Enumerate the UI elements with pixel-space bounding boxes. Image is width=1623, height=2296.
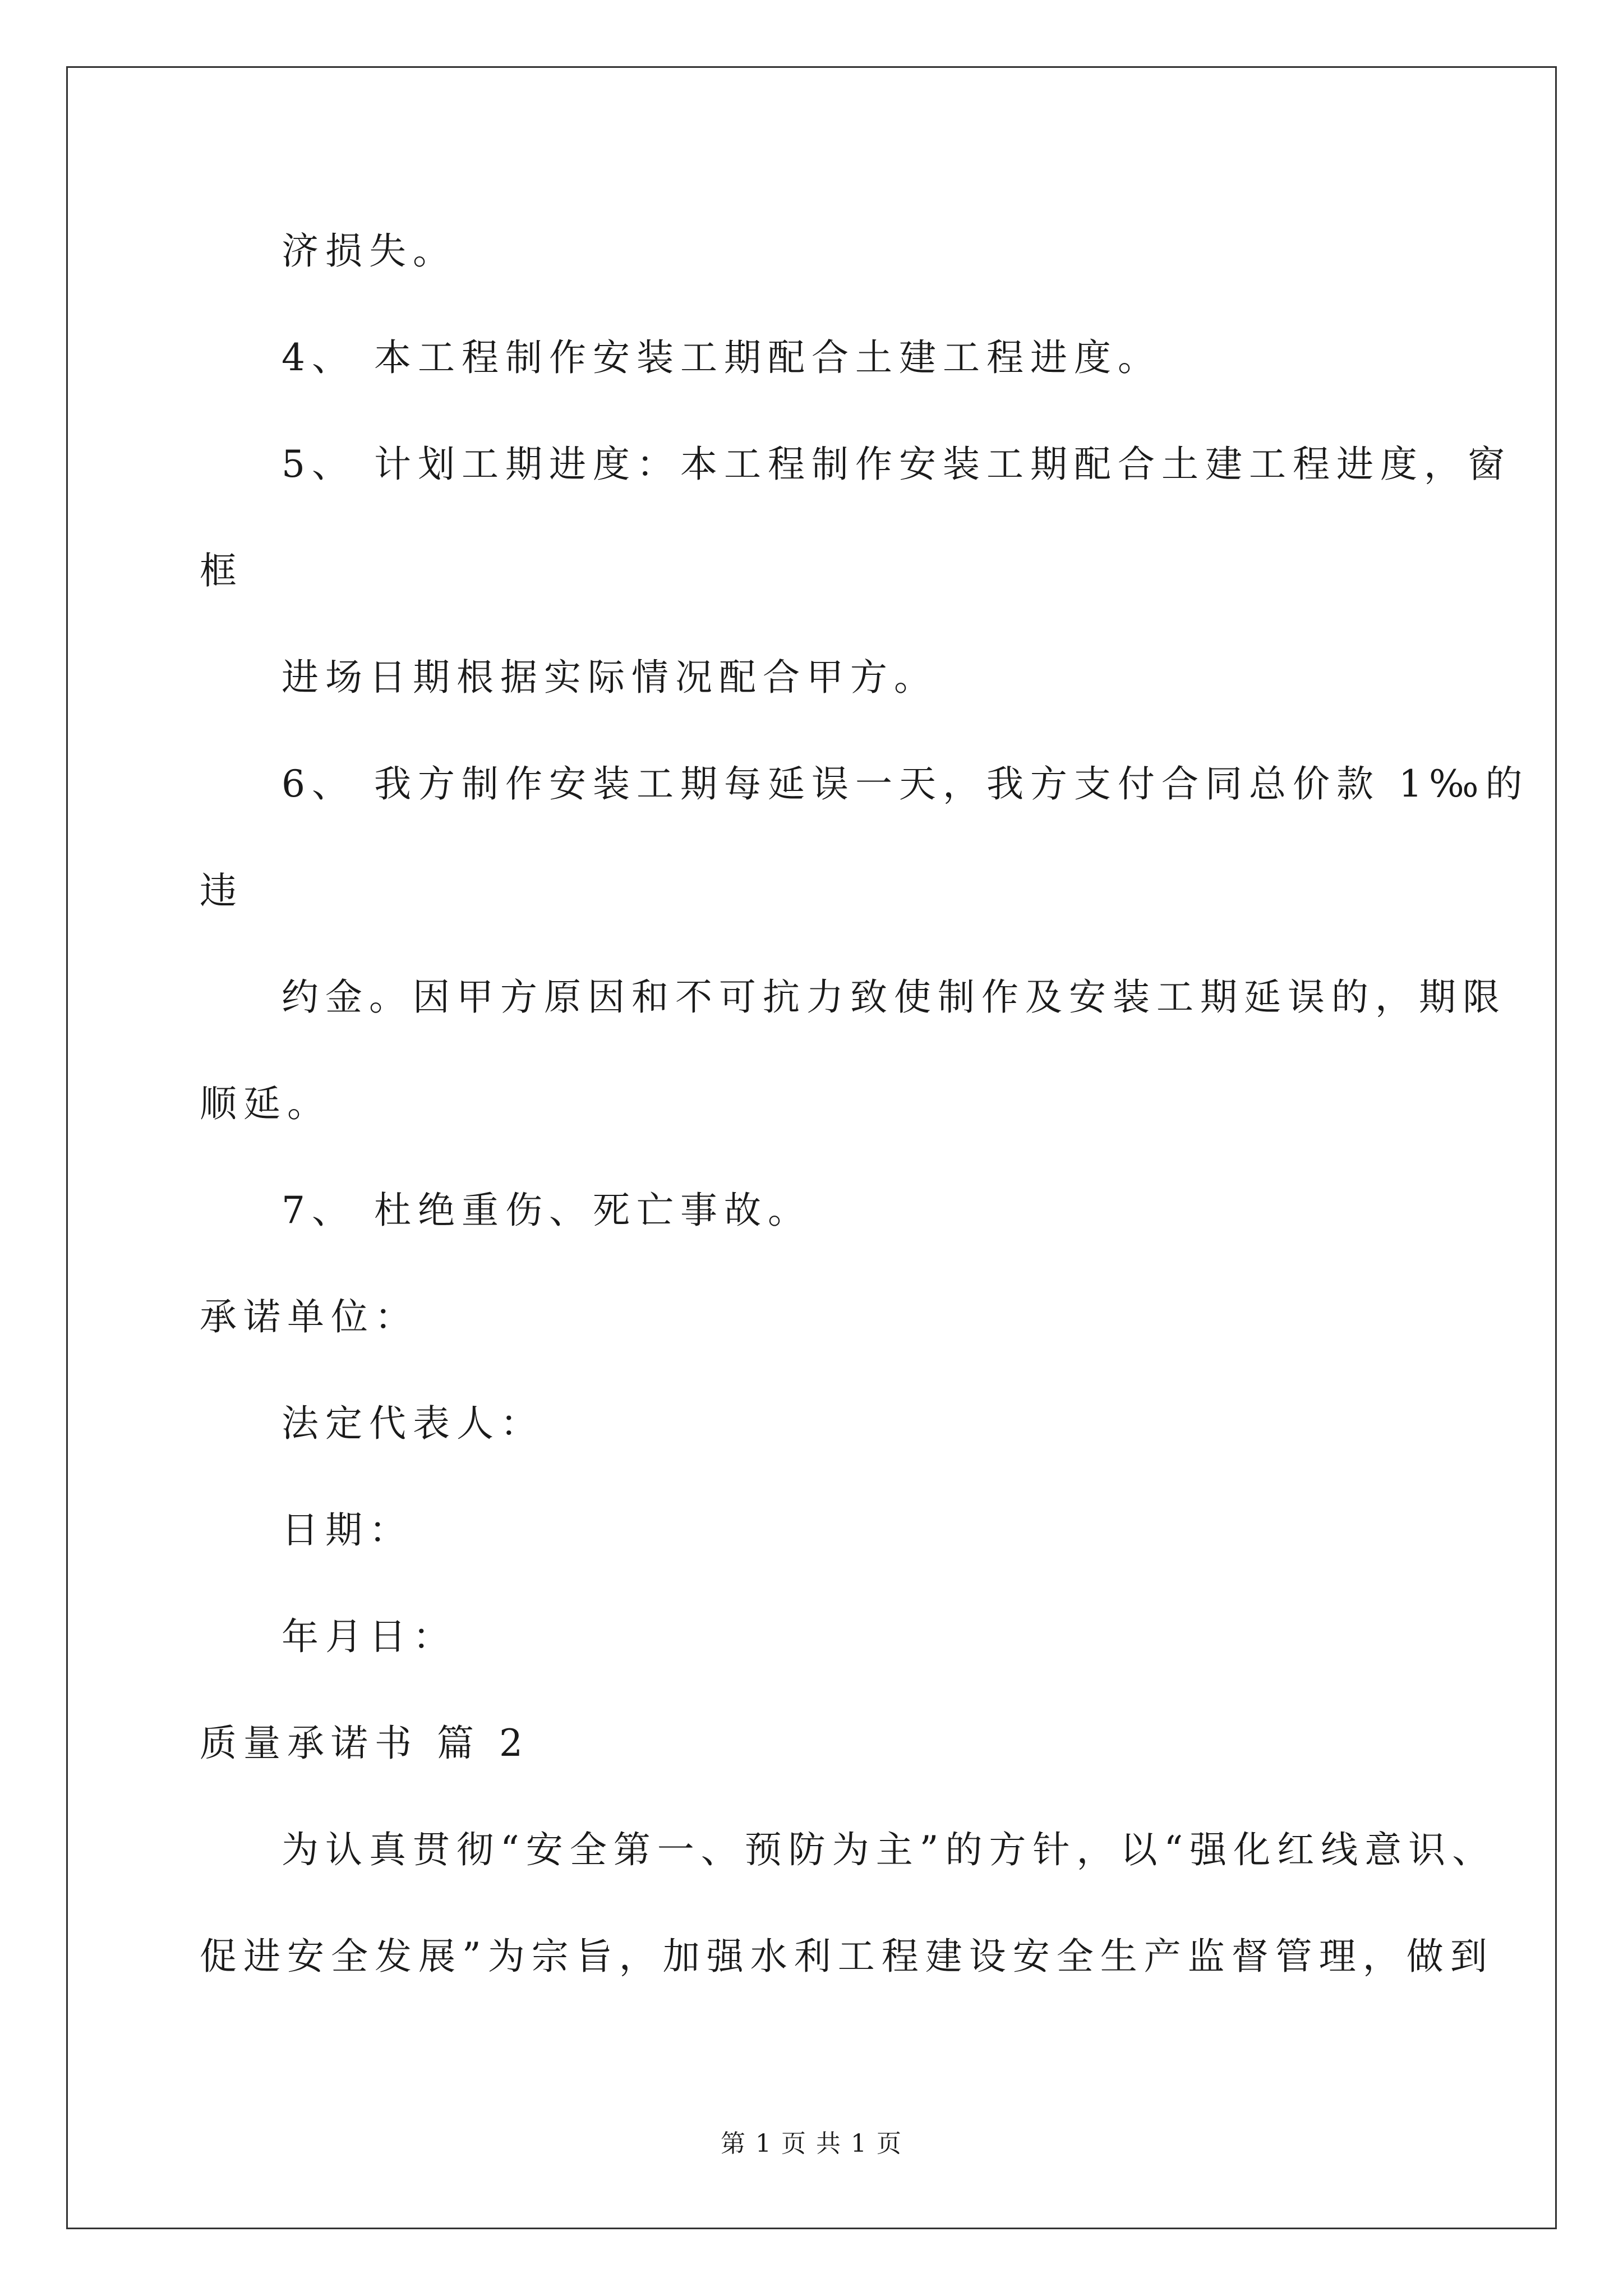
text-line: 7、 杜绝重伤、死亡事故。 [282, 1189, 811, 1232]
page-number-footer: 第 1 页 共 1 页 [721, 2129, 902, 2158]
text-line: 违 [200, 869, 243, 912]
text-line: 为认真贯彻“安全第一、预防为主”的方针，以“强化红线意识、 [282, 1828, 1496, 1871]
text-line: 日期： [282, 1508, 413, 1552]
text-line: 顺延。 [200, 1082, 331, 1125]
section-title: 质量承诺书 篇 2 [200, 1722, 529, 1765]
text-line: 法定代表人： [282, 1402, 544, 1445]
text-line: 年月日： [282, 1615, 457, 1658]
text-line: 框 [200, 549, 243, 592]
text-line: 4、 本工程制作安装工期配合土建工程进度。 [282, 336, 1161, 379]
text-line: 约金。因甲方原因和不可抗力致使制作及安装工期延误的，期限 [282, 976, 1506, 1019]
text-line: 促进安全发展”为宗旨，加强水利工程建设安全生产监督管理，做到 [200, 1935, 1494, 1978]
text-line: 进场日期根据实际情况配合甲方。 [282, 656, 938, 699]
text-line: 承诺单位： [200, 1295, 418, 1338]
text-line: 5、 计划工期进度：本工程制作安装工期配合土建工程进度，窗 [282, 443, 1511, 486]
text-line: 6、 我方制作安装工期每延误一天，我方支付合同总价款 1‰的 [282, 762, 1529, 806]
page-border [66, 66, 1557, 2229]
text-line: 济损失。 [282, 229, 457, 273]
